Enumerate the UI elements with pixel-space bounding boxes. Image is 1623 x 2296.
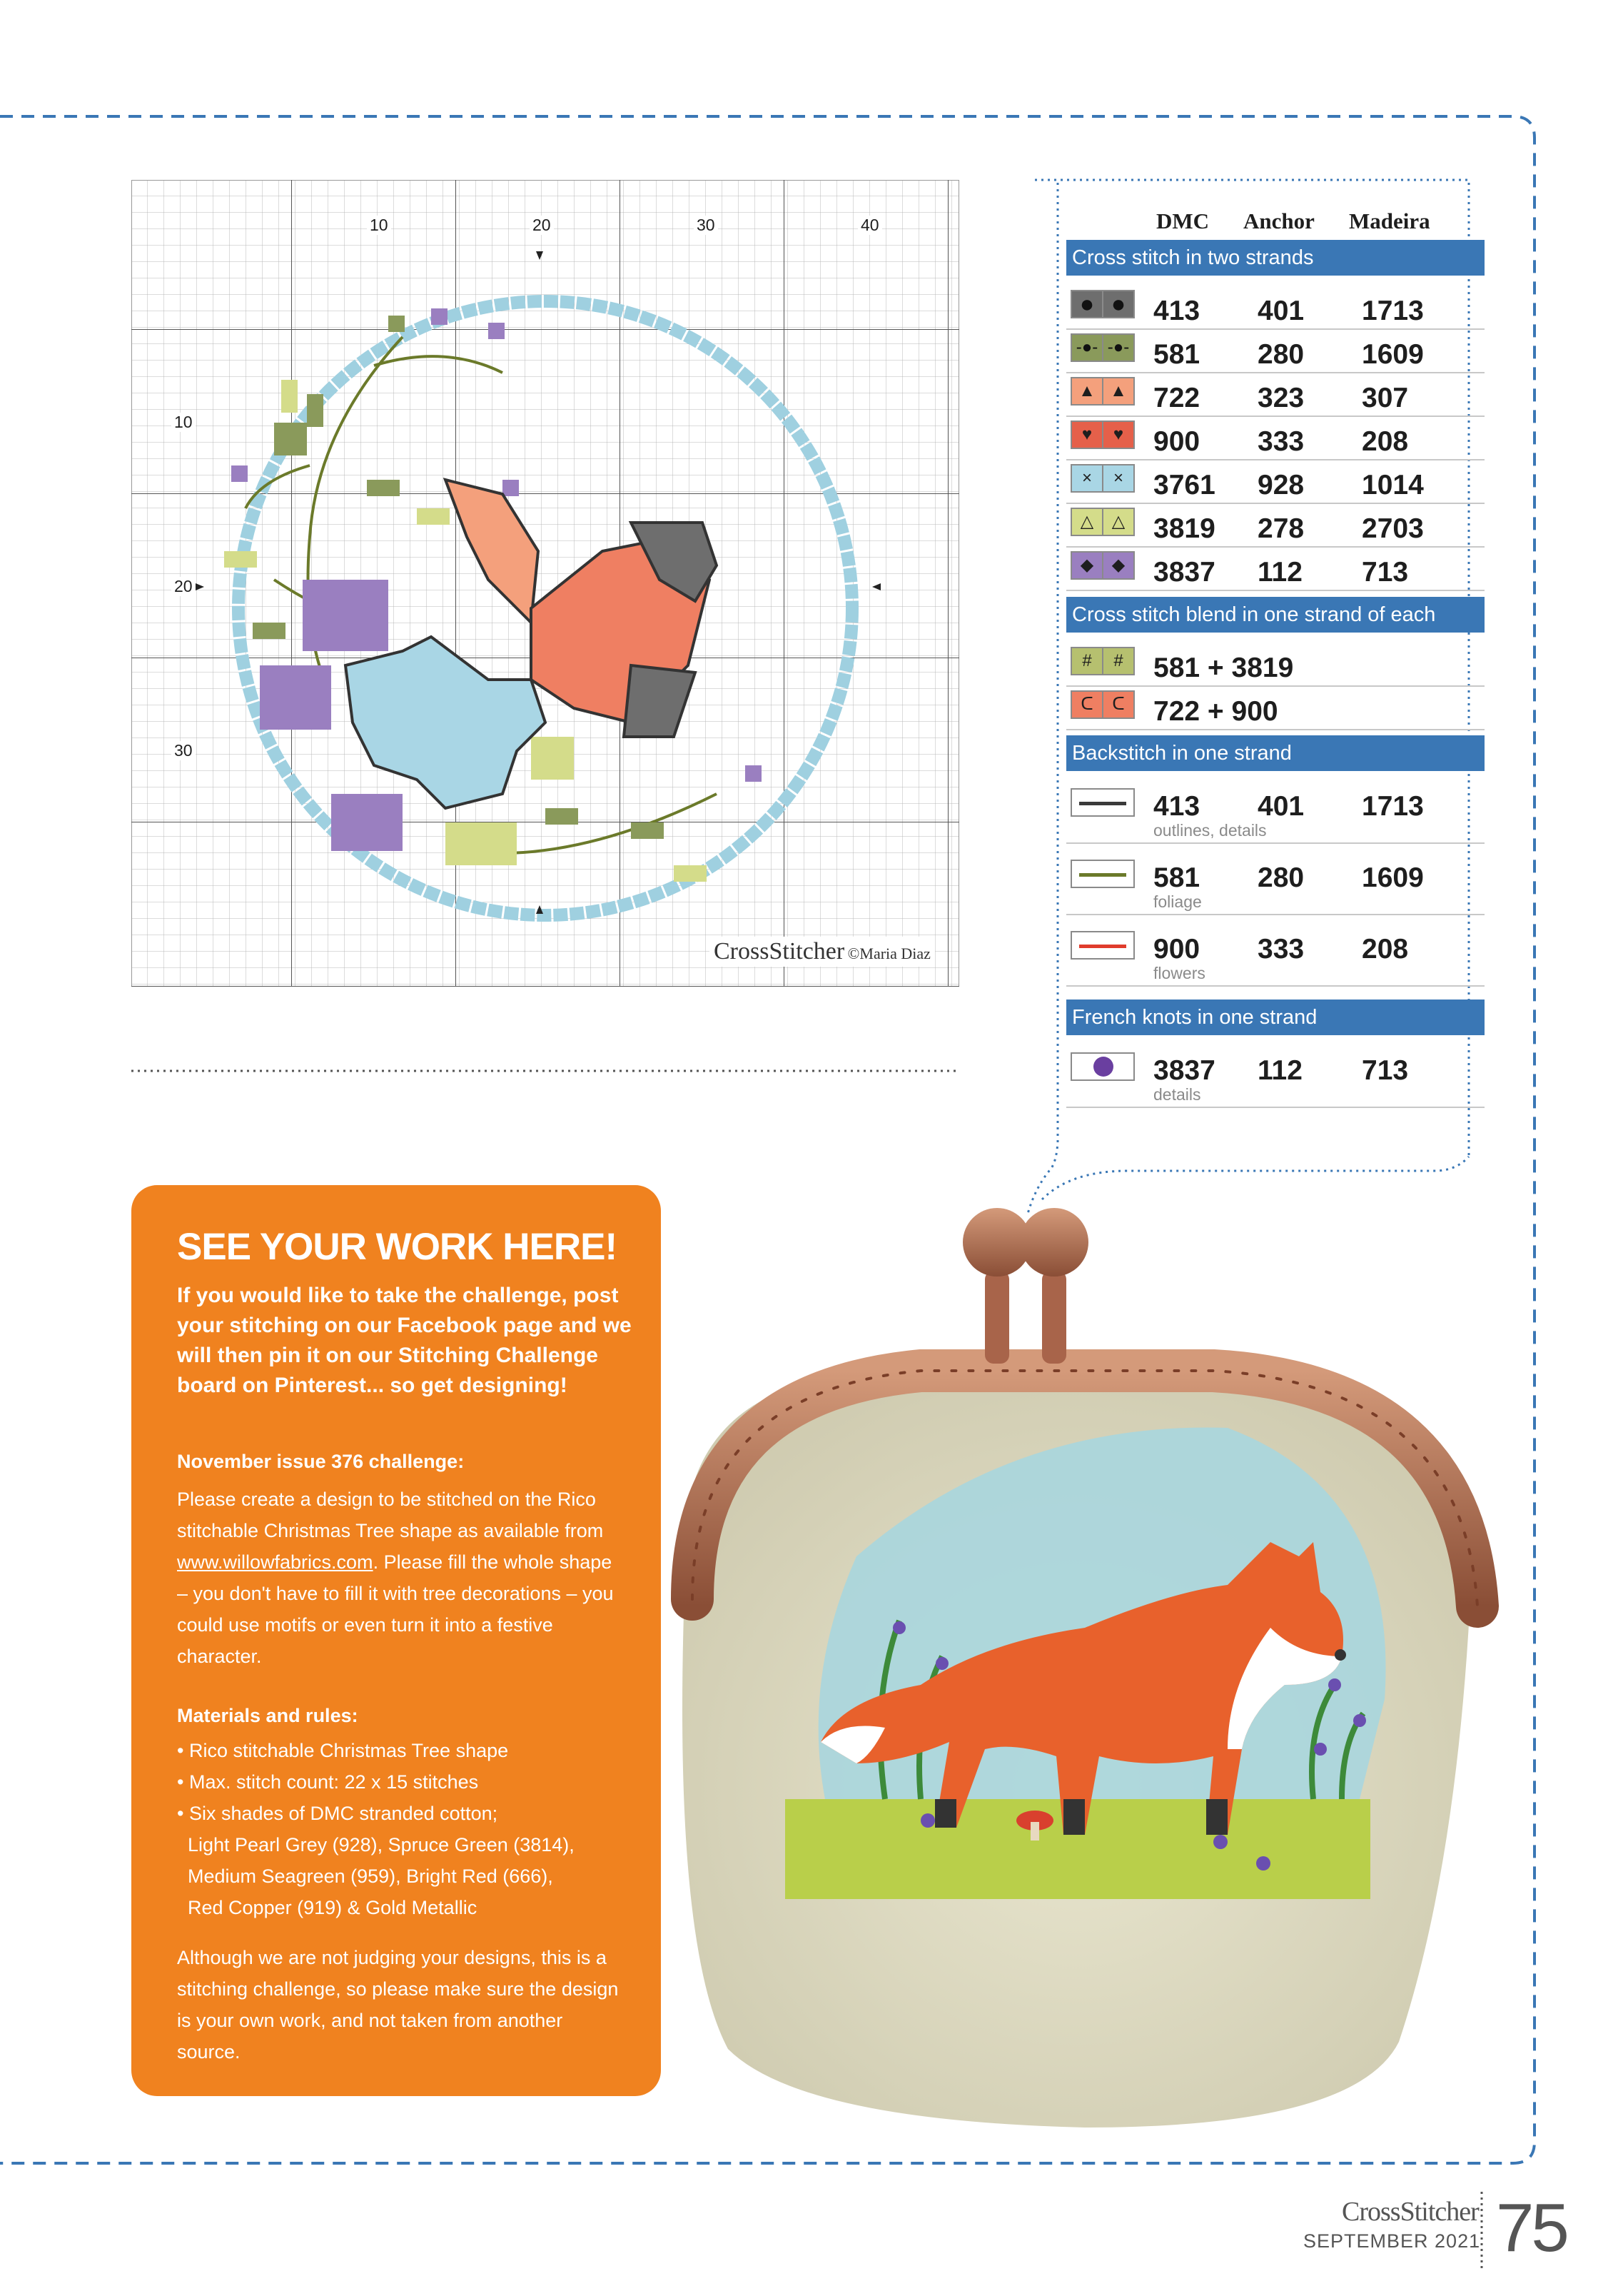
rule-item: • Six shades of DMC stranded cotton; xyxy=(177,1803,498,1824)
rule-item: • Max. stitch count: 22 x 15 stitches xyxy=(177,1771,479,1793)
rule-item: • Rico stitchable Christmas Tree shape xyxy=(177,1740,509,1761)
swatch-3837: ◆ ◆ xyxy=(1071,551,1135,580)
chart-brand: CrossStitcher ©Maria Diaz xyxy=(709,937,935,967)
panel-closing: Although we are not judging your designs, this is a stitching challenge, so please make sure the design is your own work, and not taken from another source. xyxy=(177,1947,619,2063)
section-french-knots: French knots in one strand xyxy=(1066,1000,1485,1035)
key-row-413: ● ● 413 401 1713 xyxy=(1066,286,1485,330)
rules-heading: Materials and rules: xyxy=(177,1705,358,1726)
key-row-3761: × × 3761 928 1014 xyxy=(1066,460,1485,504)
section-backstitch: Backstitch in one strand xyxy=(1066,735,1485,771)
key-row-blend-581-3819: # # 581 + 3819 xyxy=(1066,643,1485,687)
key-row-back-900: 900 333 208 flowers xyxy=(1066,924,1485,987)
swatch-blend-581-3819: # # xyxy=(1071,647,1135,675)
coin-purse-photo xyxy=(585,1157,1527,2156)
challenge-panel xyxy=(131,1185,661,2096)
rule-item: Light Pearl Grey (928), Spruce Green (3814), xyxy=(177,1834,575,1856)
key-header-anchor: Anchor xyxy=(1243,208,1315,233)
thread-key xyxy=(1035,180,1477,1165)
row-label-10: 10 xyxy=(171,413,196,432)
challenge-body: Please create a design to be stitched on the Rico stitchable Christmas Tree shape as available from www.willowfabrics.com. Please fill the whole shape – you don't have to fill it with tree decorations – you could use motifs or even turn it into a festive character. xyxy=(177,1489,614,1667)
swatch-413: ● ● xyxy=(1071,290,1135,318)
key-row-blend-722-900: ᑕ ᑕ 722 + 900 xyxy=(1066,686,1485,730)
section-blend: Cross stitch blend in one strand of each xyxy=(1066,597,1485,633)
rule-item: Red Copper (919) & Gold Metallic xyxy=(177,1897,477,1918)
col-label-10: 10 xyxy=(367,216,391,235)
key-header-madeira: Madeira xyxy=(1349,208,1430,233)
footer-divider xyxy=(1480,2192,1483,2270)
key-row-french-3837: 3837 112 713 details xyxy=(1066,1045,1485,1108)
swatch-blend-722-900: ᑕ ᑕ xyxy=(1071,690,1135,719)
key-row-3837: ◆ ◆ 3837 112 713 xyxy=(1066,547,1485,591)
key-row-3819: △ △ 3819 278 2703 xyxy=(1066,503,1485,548)
key-header-dmc: DMC xyxy=(1156,208,1210,233)
key-row-581: -●- -●- 581 280 1609 xyxy=(1066,329,1485,373)
rule-item: Medium Seagreen (959), Bright Red (666), xyxy=(177,1866,553,1887)
knot-swatch-3837 xyxy=(1071,1052,1135,1081)
col-label-30: 30 xyxy=(694,216,718,235)
section-cross-stitch: Cross stitch in two strands xyxy=(1066,240,1485,276)
key-row-back-413: 413 401 1713 outlines, details xyxy=(1066,781,1485,844)
panel-intro: If you would like to take the challenge, post your stitching on our Facebook page and we will then pin it on our Stitching Challenge board on Pinterest... so get designing! xyxy=(177,1284,632,1397)
key-row-900: ♥ ♥ 900 333 208 xyxy=(1066,416,1485,460)
col-label-20: 20 xyxy=(530,216,554,235)
swatch-3819: △ △ xyxy=(1071,508,1135,536)
swatch-900: ♥ ♥ xyxy=(1071,421,1135,449)
footer-brand: CrossStitcher xyxy=(1342,2197,1479,2227)
chart-grid xyxy=(131,180,959,987)
swatch-722: ▲ ▲ xyxy=(1071,377,1135,406)
row-label-30: 30 xyxy=(171,741,196,760)
line-swatch-413 xyxy=(1071,788,1135,817)
stitch-chart xyxy=(131,180,959,987)
swatch-3761: × × xyxy=(1071,464,1135,493)
panel-title: SEE YOUR WORK HERE! xyxy=(177,1226,617,1268)
col-label-40: 40 xyxy=(858,216,882,235)
key-row-back-581: 581 280 1609 foliage xyxy=(1066,852,1485,915)
line-swatch-900 xyxy=(1071,931,1135,960)
swatch-581: -●- -●- xyxy=(1071,333,1135,362)
page-number: 75 xyxy=(1496,2190,1567,2266)
line-swatch-581 xyxy=(1071,860,1135,888)
key-row-722: ▲ ▲ 722 323 307 xyxy=(1066,373,1485,417)
footer-date: SEPTEMBER 2021 xyxy=(1303,2230,1481,2252)
challenge-heading: November issue 376 challenge: xyxy=(177,1451,465,1472)
row-label-20: 20 xyxy=(171,577,196,596)
willowfabrics-link[interactable]: www.willowfabrics.com xyxy=(177,1551,373,1573)
